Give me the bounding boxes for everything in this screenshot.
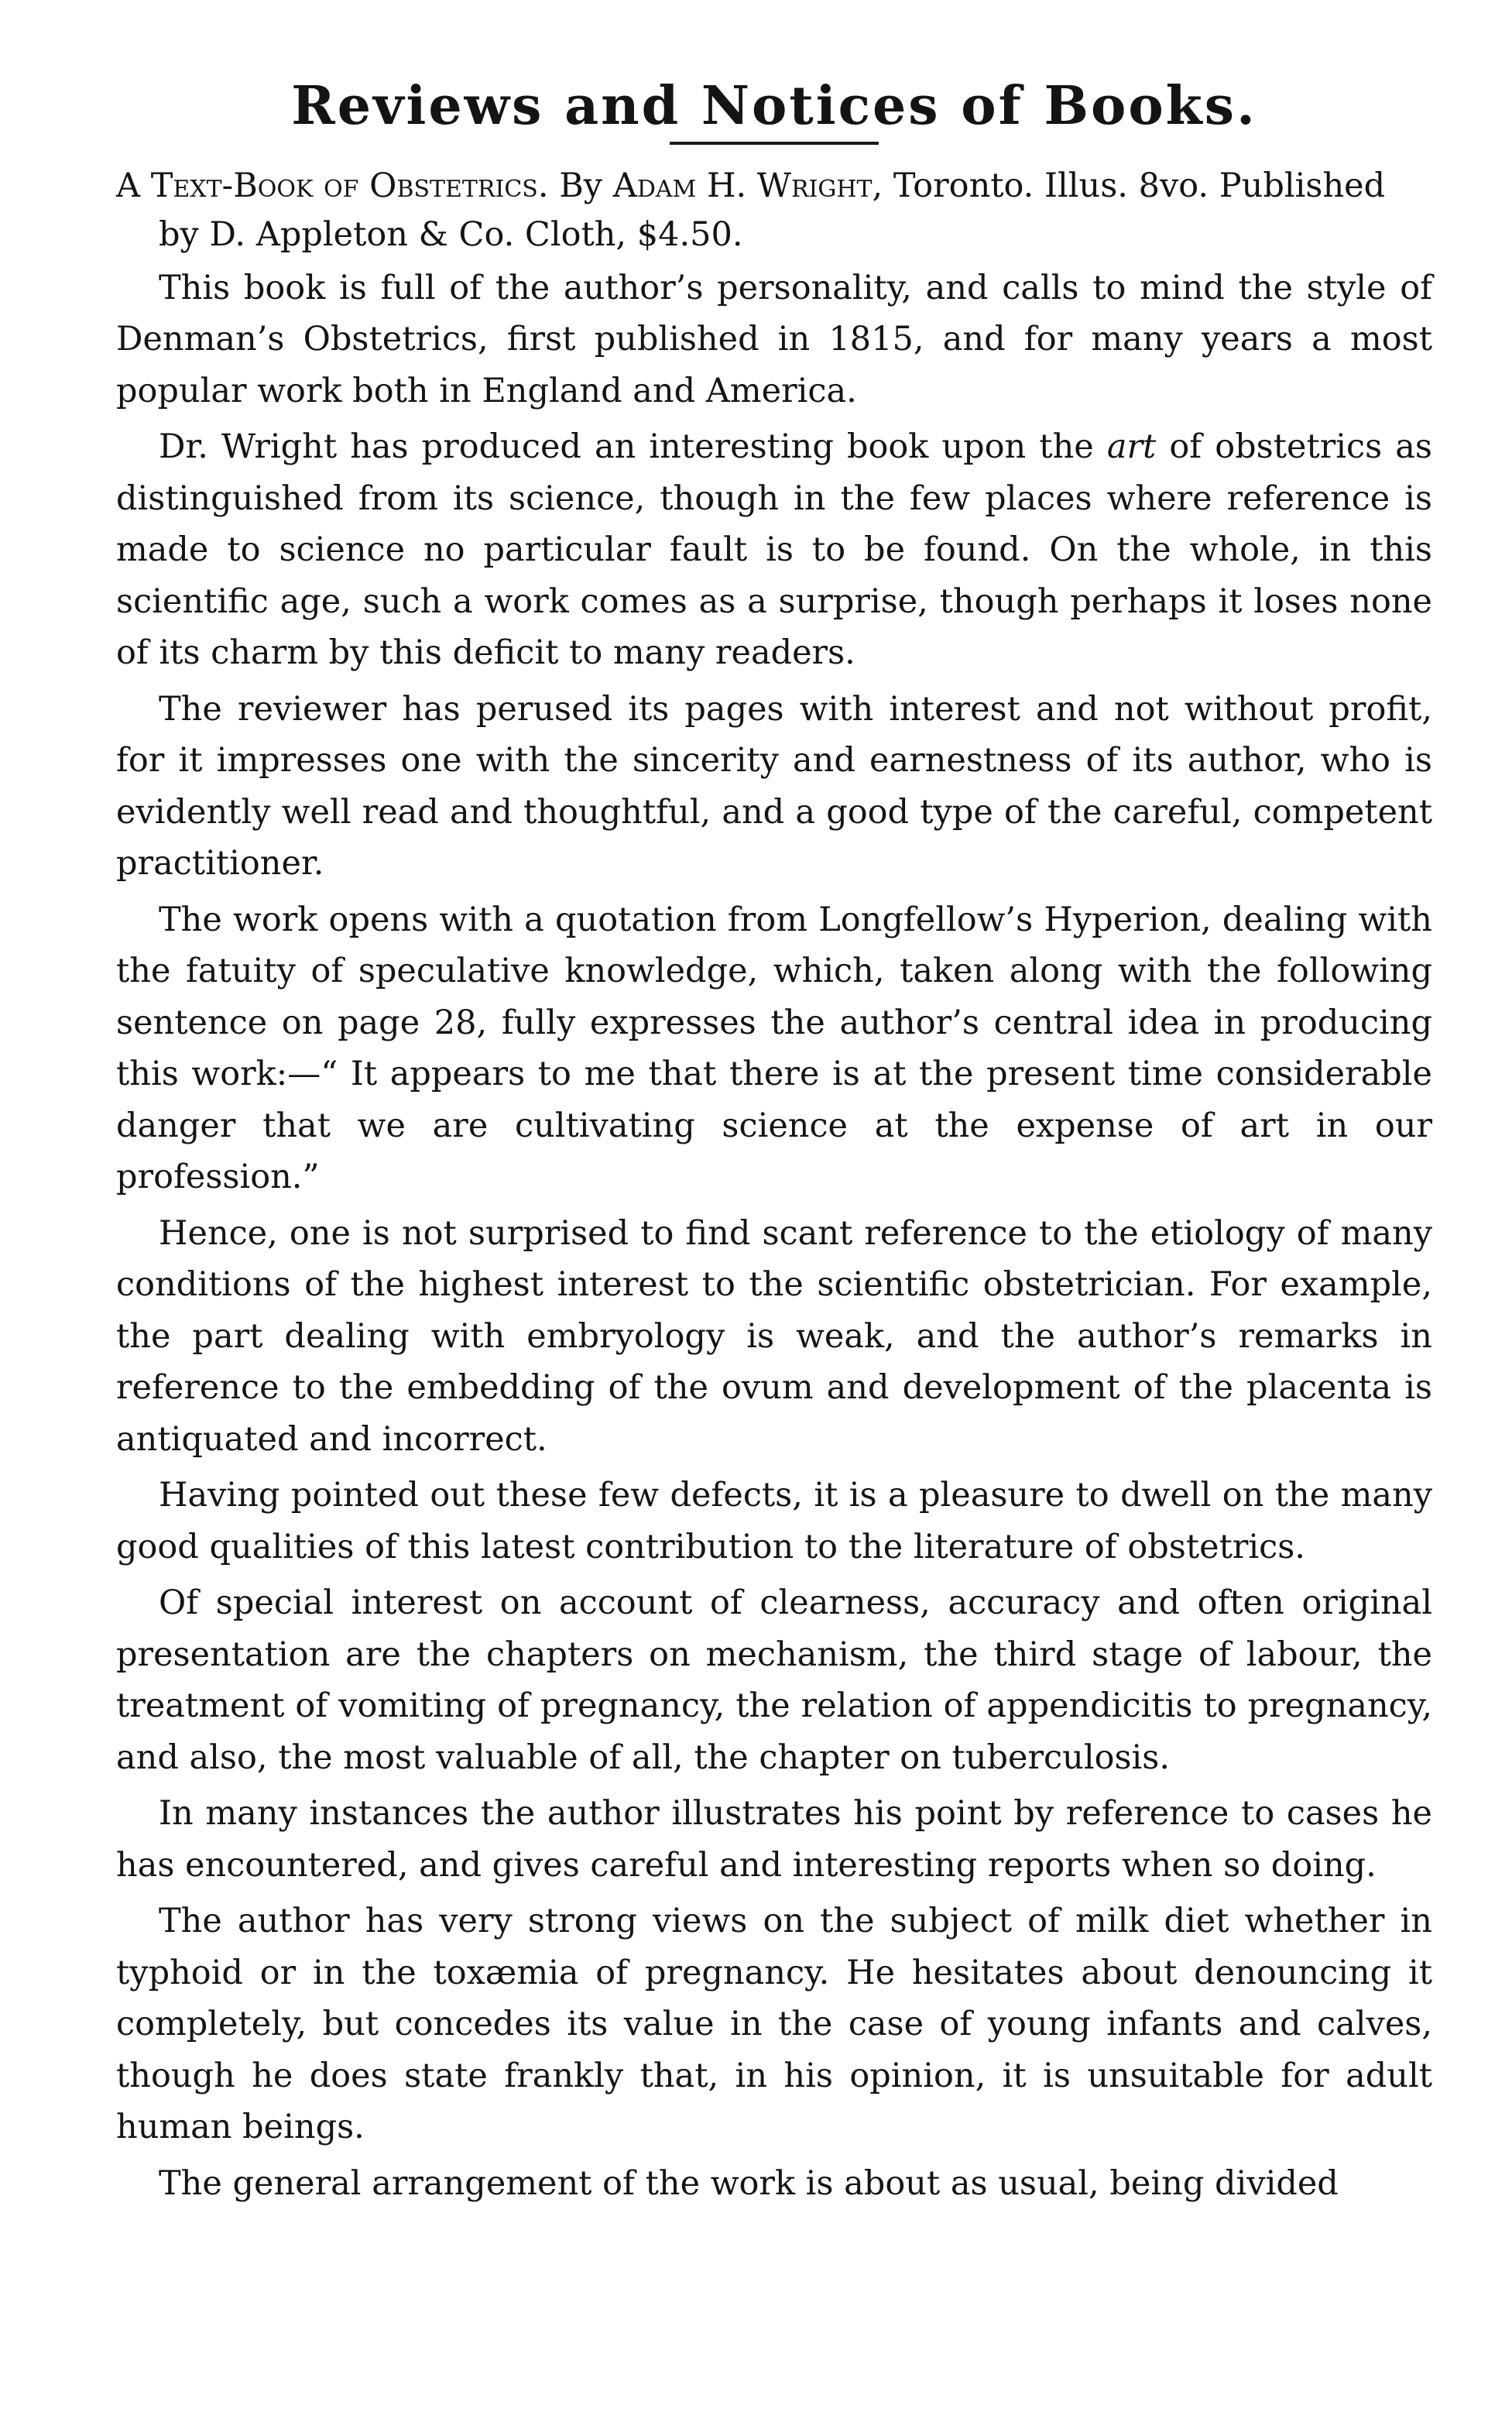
review-paragraph: The work opens with a quotation from Longfellow’s Hyperion, dealing with the fatuity of speculative knowledge, which, taken along with the following sentence on page 28, fully expresses the author’s central idea in producing this work:—“ It appears to me that there is at the present time considerable danger that we are cultivating science at the expense of art in our profession.”	[116, 900, 1432, 1197]
review-paragraph-art	[116, 421, 1432, 679]
citation-by: By	[559, 166, 603, 205]
book-title: A Text-Book of Obstetrics.	[116, 166, 549, 205]
book-publication-details: Toronto. Illus. 8vo. Published by D. Appleton & Co. Cloth, $4.50.	[159, 166, 1386, 254]
paragraph-text-after: of obstetrics as distinguished from its science, though in the few places where reference is made to science no particular fault is to be found. On the whole, in this scientific age, such a work comes as a surprise, though perhaps it loses none of its charm by this deficit to many readers.	[116, 427, 1432, 673]
review-paragraph: This book is full of the author’s personality, and calls to mind the style of Denman’s Obstetrics, first published in 1815, and for many years a most popular work both in England and America.	[116, 268, 1432, 410]
review-paragraph: Hence, one is not surprised to find scant reference to the etiology of many conditions of the highest interest to the scientific obstetrician. For example, the part dealing with embryology is weak, and the author’s remarks in reference to the embedding of the ovum and development of the placenta is antiquated and incorrect.	[116, 1213, 1432, 1459]
review-body	[116, 262, 1432, 2210]
italic-word-art: art	[1106, 427, 1157, 467]
review-paragraph: Having pointed out these few defects, it is a pleasure to dwell on the many good qualities of this latest contribution to the literature of obstetrics.	[116, 1476, 1432, 1566]
review-paragraph: Of special interest on account of clearness, accuracy and often original presentation are the chapters on mechanism, the third stage of labour, the treatment of vomiting of pregnancy, the relation of appendicitis to pregnancy, and also, the most valuable of all, the chapter on tuberculosis.	[116, 1583, 1432, 1777]
review-paragraph: The reviewer has perused its pages with interest and not without profit, for it impresses one with the sincerity and earnestness of its author, who is evidently well read and thoughtful, and a good type of the careful, competent practitioner.	[116, 689, 1432, 883]
paragraph-text-before: Dr. Wright has produced an interesting book upon the	[159, 427, 1107, 467]
journal-page	[116, 77, 1432, 2214]
review-paragraph: In many instances the author illustrates his point by reference to cases he has encountered, and gives careful and interesting reports when so doing.	[116, 1794, 1432, 1885]
review-paragraph: The author has very strong views on the subject of milk diet whether in typhoid or in the toxæmia of pregnancy. He hesitates about denouncing it completely, but concedes its value in the case of young infants and calves, though he does state frankly that, in his opinion, it is unsuitable for adult human beings.	[116, 1902, 1432, 2147]
heading-rule	[670, 142, 879, 145]
review-paragraph: The general arrangement of the work is about as usual, being divided	[159, 2163, 1339, 2203]
book-author: Adam H. Wright,	[612, 166, 883, 205]
section-heading: Reviews and Notices of Books.	[291, 75, 1257, 137]
book-citation	[116, 162, 1432, 259]
